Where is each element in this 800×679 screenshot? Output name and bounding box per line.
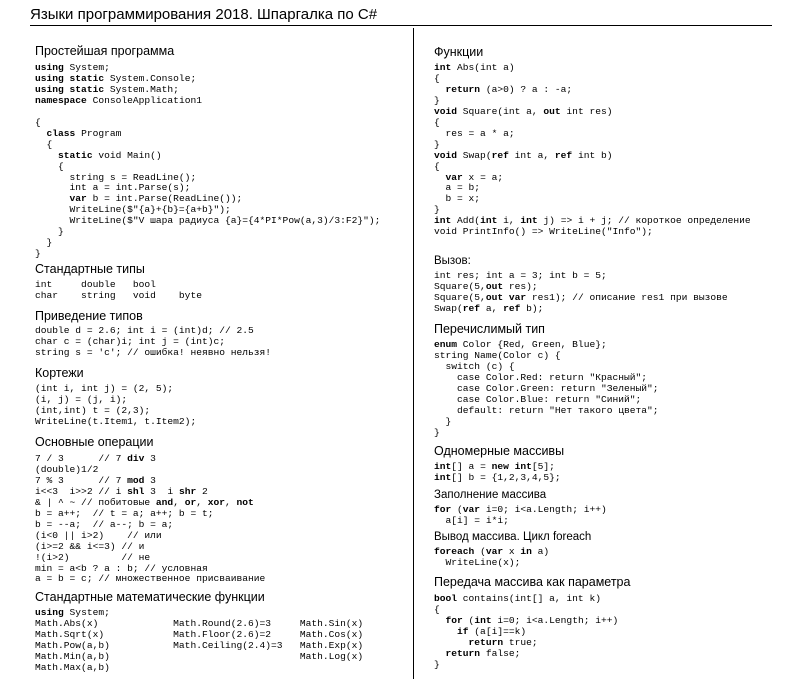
code-line: Square(5,out res); [434, 280, 538, 292]
code-block-funcs [434, 63, 751, 238]
code-block-enum [434, 340, 659, 439]
code-line: var b = int.Parse(ReadLine()); [69, 193, 243, 205]
code-line: (i<0 || i>2) // или [35, 529, 162, 541]
code-line: (double)1/2 [35, 463, 99, 475]
code-block-types [35, 280, 202, 302]
code-line: !(i>2) // не [35, 551, 151, 563]
code-line: { [35, 116, 41, 128]
code-block-math [35, 608, 363, 674]
code-line: a = b = c; // множественное присваивание [35, 573, 266, 585]
code-line: void Swap(ref int a, ref int b) [434, 149, 613, 161]
code-line: Math.Max(a,b) [35, 661, 110, 673]
code-line: foreach (var x in a) [434, 546, 550, 557]
section-heading-funcs: Функции [434, 45, 484, 59]
code-line: 7 % 3 // 7 mod 3 [35, 474, 156, 486]
section-heading-tuples: Кортежи [35, 366, 84, 380]
code-line: } [35, 248, 41, 260]
code-line: b = --a; // a--; b = a; [35, 518, 174, 530]
code-line: case Color.Red: return "Красный"; [434, 371, 648, 383]
code-line: WriteLine($"{a}+{b}={a+b}"); [35, 204, 231, 216]
code-line: for (var i=0; i<a.Length; i++) [434, 504, 607, 515]
code-line: } [434, 138, 440, 150]
code-line: case Color.Green: return "Зеленый"; [434, 382, 659, 394]
code-line: { [434, 72, 440, 84]
code-line: } [434, 426, 440, 438]
section-heading-call: Вызов: [434, 255, 471, 267]
code-line: using System; [35, 607, 110, 618]
code-line: } [35, 226, 64, 238]
code-line: class Program [46, 127, 122, 139]
code-line: { [35, 160, 64, 172]
code-line: WriteLine(t.Item1, t.Item2); [35, 415, 197, 427]
section-heading-output: Вывод массива. Цикл foreach [434, 531, 592, 543]
code-line: namespace ConsoleApplication1 [35, 94, 202, 106]
section-heading-ops: Основные операции [35, 435, 154, 449]
page-title: Языки программирования 2018. Шпаргалка по С# [30, 6, 378, 23]
code-line: a = b; [434, 182, 481, 194]
code-line: b = a++; // t = a; a++; b = t; [35, 507, 214, 519]
code-block-cast [35, 326, 271, 359]
section-heading-param: Передача массива как параметра [434, 575, 631, 589]
code-line: Swap(ref a, ref b); [434, 302, 544, 314]
section-heading-arrays: Одномерные массивы [434, 444, 565, 458]
code-line: int double bool [35, 279, 156, 290]
section-heading-types: Стандартные типы [35, 262, 145, 276]
code-line: WriteLine(x); [434, 556, 521, 568]
section-heading-cast: Приведение типов [35, 309, 143, 323]
code-line: { [35, 138, 53, 150]
code-line: using static System.Math; [35, 83, 179, 95]
code-line: 7 / 3 // 7 div 3 [35, 453, 156, 464]
code-block-tuples [35, 384, 196, 428]
code-line: } [434, 658, 440, 670]
code-line: int[] b = {1,2,3,4,5}; [434, 471, 561, 483]
code-line: (i, j) = (j, i); [35, 393, 128, 405]
column-divider [413, 28, 414, 679]
code-block-call [434, 271, 728, 315]
code-block-arrays [434, 462, 561, 484]
code-line: void Square(int a, out int res) [434, 105, 613, 117]
code-line: string s = 'c'; // ошибка! неявно нельзя! [35, 346, 272, 358]
code-line: bool contains(int[] a, int k) [434, 593, 601, 604]
code-line: enum Color {Red, Green, Blue}; [434, 339, 607, 350]
code-line: Square(5,out var res1); // описание res1 при вызове [434, 291, 728, 303]
section-heading-simple: Простейшая программа [35, 44, 175, 58]
code-line: switch (c) { [434, 360, 515, 372]
code-line: (i>=2 && i<=3) // и [35, 540, 145, 552]
code-line: char string void byte [35, 289, 202, 301]
code-line: if (a[i]==k) [457, 625, 527, 637]
code-line: } [35, 237, 53, 249]
code-line: { [434, 116, 440, 128]
code-line: default: return "Нет такого цвета"; [434, 404, 659, 416]
code-line: return true; [468, 636, 538, 648]
code-line: void PrintInfo() => WriteLine("Info"); [434, 226, 653, 238]
code-block-simple [35, 63, 380, 260]
code-line: Math.Pow(a,b) Math.Ceiling(2.4)=3 Math.Exp(x) [35, 639, 364, 651]
code-line: min = a<b ? a : b; // условная [35, 562, 208, 574]
code-block-ops [35, 454, 265, 585]
section-heading-fill: Заполнение массива [434, 489, 547, 501]
code-line: char c = (char)i; int j = (int)c; [35, 335, 225, 347]
code-line: (int,int) t = (2,3); [35, 404, 151, 416]
code-line: string Name(Color c) { [434, 349, 561, 361]
code-line: for (int i=0; i<a.Length; i++) [445, 614, 619, 626]
code-line: } [434, 415, 452, 427]
code-line: (int i, int j) = (2, 5); [35, 383, 174, 394]
code-line: int Add(int i, int j) => i + j; // короткое определение [434, 215, 751, 227]
code-line: return false; [445, 647, 521, 659]
code-line: int res; int a = 3; int b = 5; [434, 270, 607, 281]
code-line: Math.Abs(x) Math.Round(2.6)=3 Math.Sin(x) [35, 617, 364, 629]
code-line: i<<3 i>>2 // i shl 3 i shr 2 [35, 485, 208, 497]
code-line: using System; [35, 62, 110, 73]
code-line: { [434, 603, 440, 615]
code-line: WriteLine($"V шара радиуса {a}={4*PI*Pow(a,3)/3:F2}"); [35, 215, 381, 227]
section-heading-enum: Перечислимый тип [434, 322, 545, 336]
title-divider [30, 25, 772, 26]
code-line: } [434, 204, 440, 216]
code-line: int[] a = new int[5]; [434, 461, 555, 472]
code-line: & | ^ ~ // побитовые and, or, xor, not [35, 496, 254, 508]
code-line: return (a>0) ? a : -a; [445, 83, 573, 95]
code-line: b = x; [434, 193, 481, 205]
code-line: int a = int.Parse(s); [35, 182, 191, 194]
code-line: Math.Min(a,b) Math.Log(x) [35, 650, 364, 662]
code-line: string s = ReadLine(); [35, 171, 197, 183]
code-line: case Color.Blue: return "Синий"; [434, 393, 642, 405]
code-line: double d = 2.6; int i = (int)d; // 2.5 [35, 325, 254, 336]
section-heading-math: Стандартные математические функции [35, 590, 265, 604]
code-block-output [434, 547, 549, 569]
code-line: static void Main() [58, 149, 162, 161]
code-line: } [434, 94, 440, 106]
code-line: int Abs(int a) [434, 62, 515, 73]
code-line: Math.Sqrt(x) Math.Floor(2.6)=2 Math.Cos(x) [35, 628, 364, 640]
code-line: a[i] = i*i; [434, 514, 509, 526]
code-line: using static System.Console; [35, 72, 197, 84]
code-block-fill [434, 505, 607, 527]
code-line: { [434, 160, 440, 172]
code-block-param [434, 594, 618, 671]
code-line [35, 107, 380, 118]
code-line: res = a * a; [434, 127, 515, 139]
code-line: var x = a; [445, 171, 504, 183]
